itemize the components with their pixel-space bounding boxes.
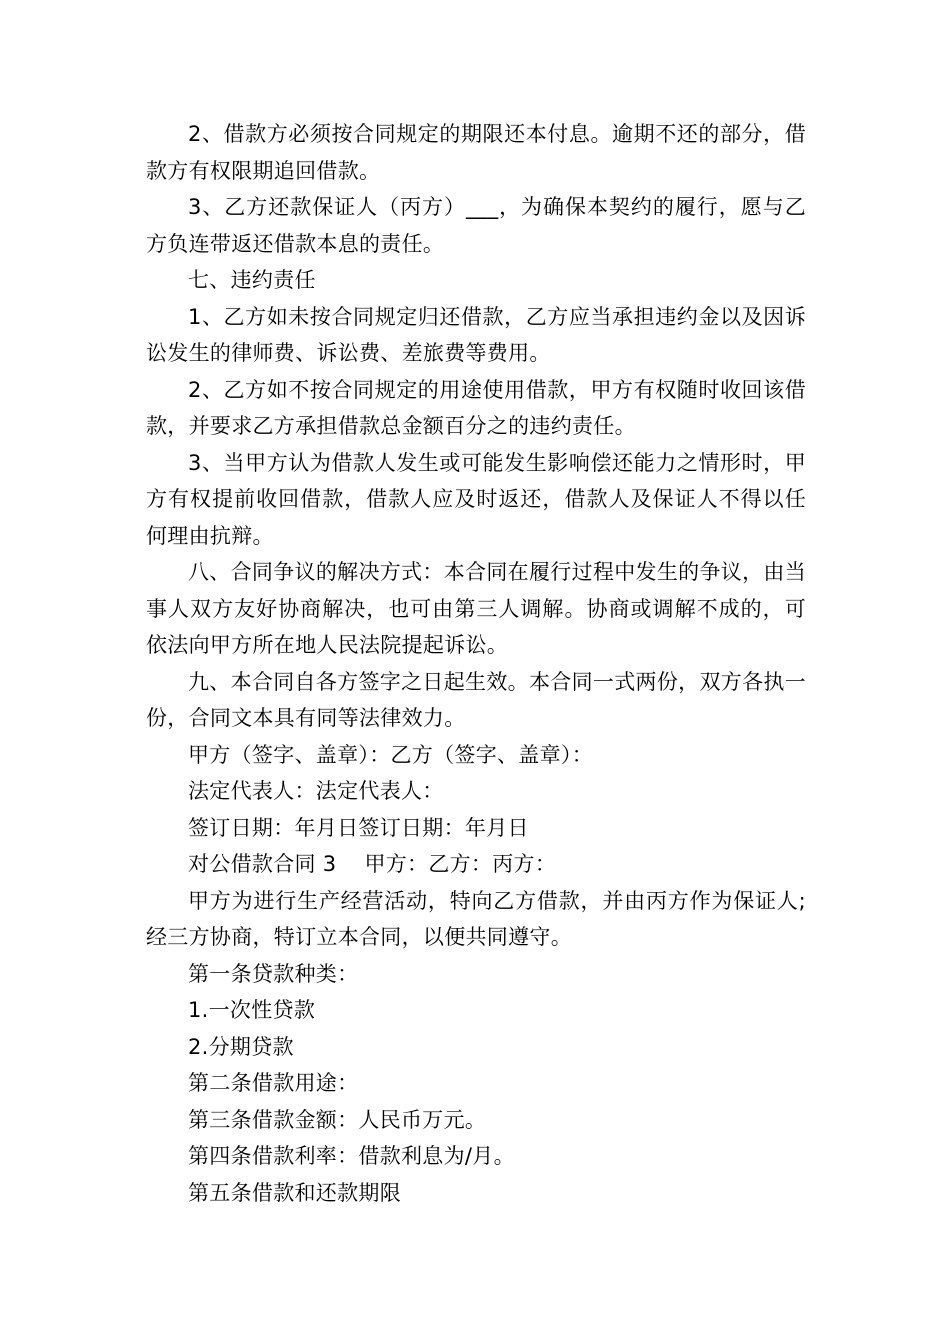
representative-line: 法定代表人：法定代表人： — [188, 779, 444, 803]
list-item: 2.分期贷款 — [188, 1034, 294, 1059]
contract-title: 对公借款合同 3 — [188, 852, 337, 876]
article-heading: 第二条借款用途： — [188, 1071, 359, 1095]
paragraph: 2、乙方如不按合同规定的用途使用借款，甲方有权随时收回该借款，并要求乙方承担借款总金额百分之的违约责任。 — [146, 377, 806, 438]
paragraph: 九、本合同自各方签字之日起生效。本合同一式两份，双方各执一份，合同文本具有同等法律效力。 — [146, 669, 806, 730]
paragraph: 3、当甲方认为借款人发生或可能发生影响偿还能力之情形时，甲方有权提前收回借款，借款人应及时返还，借款人及保证人不得以任何理由抗辩。 — [146, 450, 806, 548]
paragraph: 1、乙方如未按合同规定归还借款，乙方应当承担违约金以及因诉讼发生的律师费、诉讼费、差旅费等费用。 — [146, 304, 806, 365]
contract-parties: 甲方：乙方：丙方： — [364, 852, 557, 876]
article-heading: 第三条借款金额：人民币万元。 — [188, 1107, 487, 1132]
document-body — [146, 116, 806, 1211]
article-heading: 第四条借款利率：借款利息为/月。 — [188, 1144, 515, 1168]
article-heading: 第一条贷款种类： — [188, 961, 359, 986]
section-heading: 七、违约责任 — [188, 268, 316, 292]
signature-line: 甲方（签字、盖章）：乙方（签字、盖章）： — [188, 742, 593, 767]
list-item: 1.一次性贷款 — [188, 998, 316, 1022]
paragraph: 3、乙方还款保证人（丙方）___，为确保本契约的履行，愿与乙方负连带返还借款本息的责任。 — [146, 195, 806, 256]
date-line: 签订日期：年月日签订日期：年月日 — [188, 815, 529, 840]
paragraph: 甲方为进行生产经营活动，特向乙方借款，并由丙方作为保证人;经三方协商，特订立本合同，以便共同遵守。 — [146, 888, 806, 949]
contract-heading — [146, 846, 806, 883]
paragraph: 八、合同争议的解决方式：本合同在履行过程中发生的争议，由当事人双方友好协商解决，也可由第三人调解。协商或调解不成的，可依法向甲方所在地人民法院提起诉讼。 — [146, 560, 806, 657]
article-heading: 第五条借款和还款期限 — [188, 1180, 401, 1205]
paragraph: 2、借款方必须按合同规定的期限还本付息。逾期不还的部分，借款方有权限期追回借款。 — [146, 122, 806, 183]
